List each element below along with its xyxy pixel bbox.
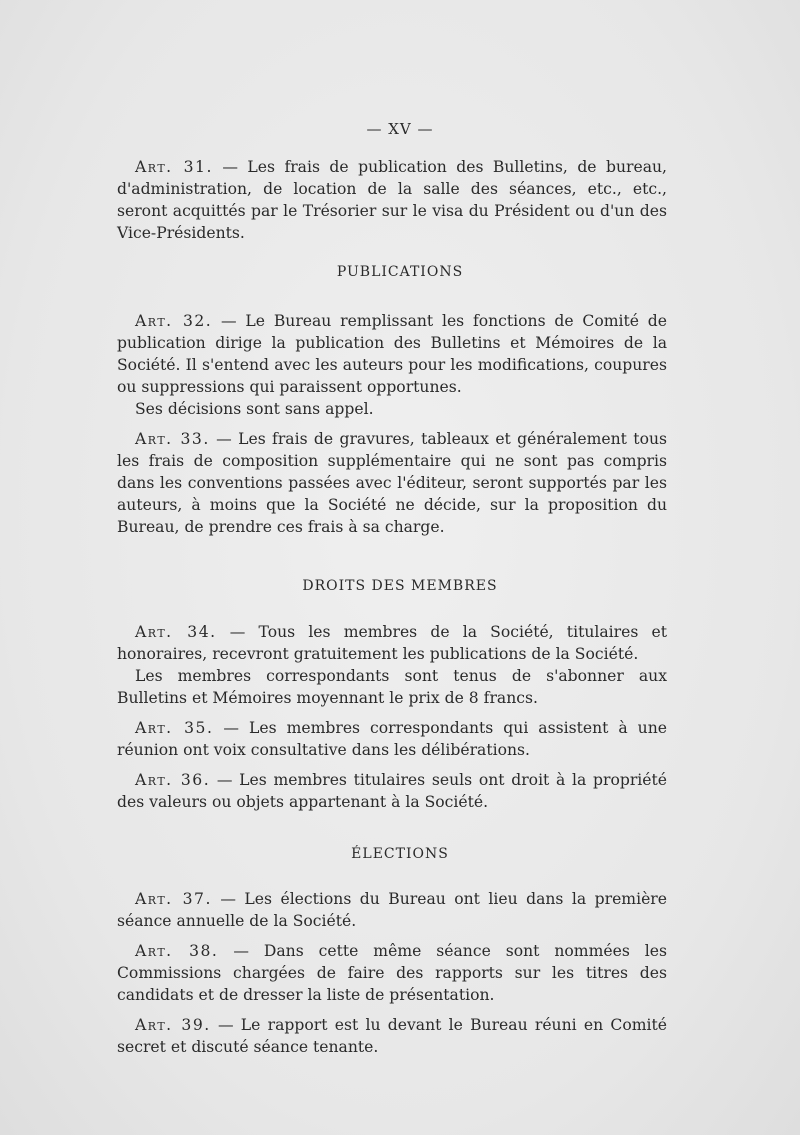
articles-block-general	[117, 156, 667, 252]
article-text: Les membres correspondants sont tenus de s'abonner aux Bulletins et Mémoires moyennant le prix de 8 francs.	[117, 667, 667, 707]
article-number: Art. 35.	[135, 719, 214, 737]
articles-block-elections	[117, 888, 667, 1066]
article-paragraph	[117, 888, 667, 932]
page-number: — XV —	[366, 120, 434, 138]
article-text: — Les frais de gravures, tableaux et généralement tous les frais de composition supplémentaire qui ne sont pas compris dans les conventions passées avec l'éditeur, seront supportés par les auteurs, à moins que la Société ne décide, sur la proposition du Bureau, de prendre ces frais à sa charge.	[117, 430, 668, 536]
article-number: Art. 31.	[135, 158, 213, 176]
article-paragraph	[117, 621, 667, 665]
article-number: Art. 37.	[135, 890, 212, 908]
article-paragraph	[117, 665, 667, 709]
article-number: Art. 34.	[135, 623, 217, 641]
article-paragraph	[117, 940, 667, 1006]
article-paragraph	[117, 398, 667, 420]
article-number: Art. 38.	[135, 942, 219, 960]
article-paragraph	[117, 717, 667, 761]
article-paragraph	[117, 156, 667, 244]
article-text: — Les membres titulaires seuls ont droit à la propriété des valeurs ou objets appartenant à la Société.	[117, 771, 667, 811]
articles-block-publications	[117, 310, 667, 546]
article-number: Art. 39.	[135, 1016, 211, 1034]
article-text: — Les frais de publication des Bulletins, de bureau, d'administration, de location de la salle des séances, etc., etc., seront acquittés par le Trésorier sur le visa du Président ou d'un des Vice-Présidents.	[117, 158, 667, 242]
article-text: — Les élections du Bureau ont lieu dans la première séance annuelle de la Société.	[117, 890, 667, 930]
article-text: — Dans cette même séance sont nommées les Commissions chargées de faire des rapports sur les titres des candidats et de dresser la liste de présentation.	[117, 942, 667, 1004]
section-heading-elections: ÉLECTIONS	[351, 846, 449, 862]
article-text: Ses décisions sont sans appel.	[135, 400, 374, 418]
article-paragraph	[117, 428, 667, 538]
article-paragraph	[117, 1014, 667, 1058]
article-number: Art. 36.	[135, 771, 211, 789]
article-text: — Les membres correspondants qui assistent à une réunion ont voix consultative dans les délibérations.	[117, 719, 667, 759]
article-paragraph	[117, 769, 667, 813]
article-text: — Tous les membres de la Société, titulaires et honoraires, recevront gratuitement les publications de la Société.	[117, 623, 667, 663]
article-text: — Le Bureau remplissant les fonctions de Comité de publication dirige la publication des Bulletins et Mémoires de la Société. Il s'entend avec les auteurs pour les modifications, coupures ou suppressions qui paraissent opportunes.	[117, 312, 668, 396]
article-paragraph	[117, 310, 667, 398]
section-heading-publications: PUBLICATIONS	[336, 264, 464, 280]
section-heading-droits-des-membres: DROITS DES MEMBRES	[302, 578, 498, 594]
article-text: — Le rapport est lu devant le Bureau réuni en Comité secret et discuté séance tenante.	[117, 1016, 667, 1056]
article-number: Art. 33.	[135, 430, 210, 448]
article-number: Art. 32.	[135, 312, 213, 330]
articles-block-droits	[117, 621, 667, 821]
